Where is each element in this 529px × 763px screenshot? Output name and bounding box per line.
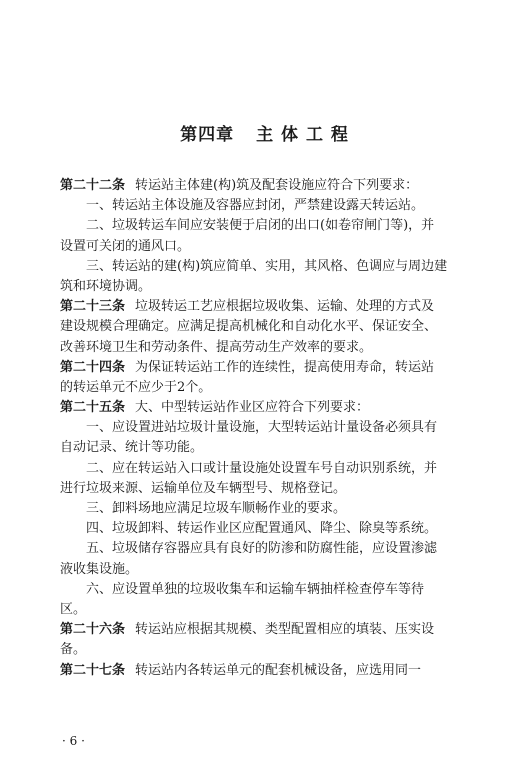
line-text: 设置可关闭的通风口。 (60, 238, 191, 254)
text-line (60, 358, 470, 378)
article-number: 第二十六条 (60, 622, 126, 638)
line-text: 二、应在转运站入口或计量设施处设置车号自动识别系统，并 (86, 460, 438, 476)
line-text: 自动记录、统计等功能。 (60, 440, 204, 456)
article-number: 第二十二条 (60, 178, 126, 193)
text-line (60, 620, 470, 640)
text-line (60, 418, 470, 438)
line-text: 转运站应根据其规模、类型配置相应的填装、压实设 (135, 622, 435, 638)
article-number: 第二十五条 (60, 400, 126, 416)
line-text: 为保证转运站工作的连续性，提高使用寿命，转运站 (135, 359, 435, 375)
line-text: 六、应设置单独的垃圾收集车和运输车辆抽样检查停车等待 (86, 581, 425, 597)
text-line (60, 317, 470, 337)
article-number: 第二十三条 (60, 299, 126, 315)
text-line (60, 176, 470, 196)
body-text (60, 176, 470, 681)
page-number: · 6 · (62, 734, 85, 748)
text-line (60, 661, 470, 681)
line-text: 的转运单元不应少于2个。 (60, 379, 212, 395)
text-line (60, 600, 470, 620)
line-text: 转运站内各转运单元的配套机械设备，应选用同一 (135, 662, 422, 678)
text-line (60, 438, 470, 458)
text-line (60, 257, 470, 277)
line-text: 五、垃圾储存容器应具有良好的防渗和防腐性能，应设置渗滤 (86, 541, 438, 557)
chapter-heading (0, 120, 529, 145)
line-text: 备。 (60, 642, 87, 658)
article-number: 第二十七条 (60, 662, 126, 678)
text-line (60, 560, 470, 580)
line-text: 垃圾转运工艺应根据垃圾收集、运输、处理的方式及 (135, 299, 435, 315)
text-line (60, 519, 470, 539)
line-text: 进行垃圾来源、运输单位及车辆型号、规格登记。 (60, 480, 347, 496)
text-line (60, 499, 470, 519)
chapter-number: 第四章 (180, 125, 235, 145)
text-line (60, 338, 470, 358)
text-line (60, 378, 470, 398)
text-line (60, 539, 470, 559)
text-line (60, 237, 470, 257)
text-line (60, 640, 470, 660)
line-text: 液收集设施。 (60, 561, 139, 577)
text-line (60, 297, 470, 317)
line-text: 一、转运站主体设施及容器应封闭，严禁建设露天转运站。 (86, 198, 425, 214)
line-text: 大、中型转运站作业区应符合下列要求： (135, 400, 370, 416)
text-line (60, 580, 470, 600)
line-text: 三、卸料场地应满足垃圾车顺畅作业的要求。 (86, 501, 347, 516)
text-line (60, 277, 470, 297)
text-line (60, 398, 470, 418)
line-text: 转运站主体建(构)筑及配套设施应符合下列要求： (135, 178, 419, 193)
article-number: 第二十四条 (60, 359, 126, 375)
text-line (60, 459, 470, 479)
line-text: 二、垃圾转运车间应安装便于启闭的出口(如卷帘闸门等)，并 (86, 218, 435, 234)
text-line (60, 196, 470, 216)
text-line (60, 216, 470, 236)
text-line (60, 479, 470, 499)
line-text: 三、转运站的建(构)筑应简单、实用，其风格、色调应与周边建 (86, 258, 448, 274)
line-text: 区。 (60, 601, 87, 617)
line-text: 筑和环境协调。 (60, 278, 152, 294)
line-text: 四、垃圾卸料、转运作业区应配置通风、降尘、除臭等系统。 (86, 521, 438, 537)
chapter-title: 主 体 工 程 (256, 125, 349, 145)
line-text: 改善环境卫生和劳动条件、提高劳动生产效率的要求。 (60, 339, 373, 355)
line-text: 一、应设置进站垃圾计量设施，大型转运站计量设备必须具有 (86, 420, 438, 436)
line-text: 建设规模合理确定。应满足提高机械化和自动化水平、保证安全、 (60, 319, 438, 335)
